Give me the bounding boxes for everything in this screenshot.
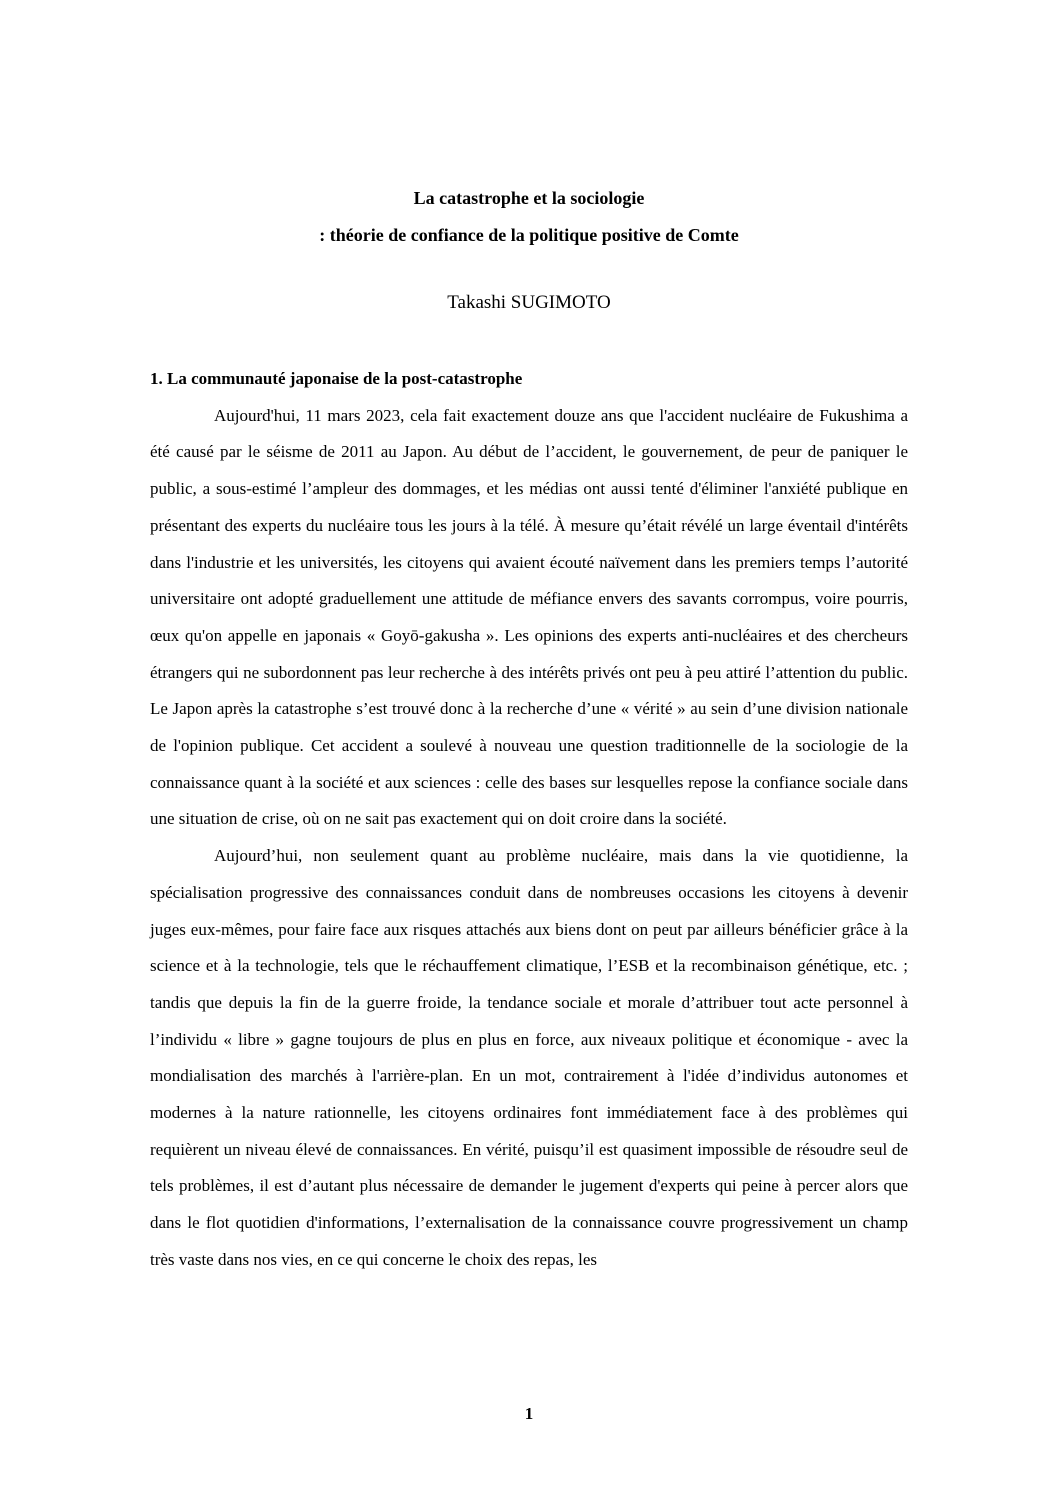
body-text	[150, 359, 908, 1279]
page-number: 1	[524, 1404, 534, 1423]
title-line-1: La catastrophe et la sociologie	[413, 188, 645, 208]
document-title	[0, 180, 1058, 254]
title-line-2: : théorie de confiance de la politique positive de Comte	[319, 225, 739, 245]
author-name: Takashi SUGIMOTO	[447, 292, 611, 313]
paragraph-1: Aujourd'hui, 11 mars 2023, cela fait exactement douze ans que l'accident nucléaire de Fukushima a été causé par le séisme de 2011 au Japon. Au début de l’accident, le gouvernement, de peur de paniquer le public, a sous-estimé l’ampleur des dommages, et les médias ont aussi tenté d'éliminer l'anxiété publique en présentant des experts du nucléaire tous les jours à la télé. À mesure qu’était révélé un large éventail d'intérêts dans l'industrie et les universités, les citoyens qui avaient écouté naïvement dans les premiers temps l’autorité universitaire ont adopté graduellement une attitude de méfiance envers des savants corrompus, voire pourris, œux qu'on appelle en japonais « Goyō-gakusha ». Les opinions des experts anti-nucléaires et des chercheurs étrangers qui ne subordonnent pas leur recherche à des intérêts privés ont peu à peu attiré l’attention du public. Le Japon après la catastrophe s’est trouvé donc à la recherche d’une « vérité » au sein d’une division nationale de l'opinion publique. Cet accident a soulevé à nouveau une question traditionnelle de la sociologie de la connaissance quant à la société et aux sciences : celle des bases sur lesquelles repose la confiance sociale dans une situation de crise, où on ne sait pas exactement qui on doit croire dans la société.	[150, 405, 908, 829]
section-heading: 1. La communauté japonaise de la post-catastrophe	[150, 369, 523, 388]
paragraph-2: Aujourd’hui, non seulement quant au problème nucléaire, mais dans la vie quotidienne, la spécialisation progressive des connaissances conduit dans de nombreuses occasions les citoyens à devenir juges eux-mêmes, pour faire face aux risques attachés aux biens dont on peut par ailleurs bénéficier grâce à la science et à la technologie, tels que le réchauffement climatique, l’ESB et la recombinaison génétique, etc. ; tandis que depuis la fin de la guerre froide, la tendance sociale et morale d’attribuer tout acte personnel à l’individu « libre » gagne toujours de plus en plus en force, aux niveaux politique et économique - avec la mondialisation des marchés à l'arrière-plan. En un mot, contrairement à l'idée d’individus autonomes et modernes à la nature rationnelle, les citoyens ordinaires font immédiatement face à des problèmes qui requièrent un niveau élevé de connaissances. En vérité, puisqu’il est quasiment impossible de résoudre seul de tels problèmes, il est d’autant plus nécessaire de demander le jugement d'experts qui peine à percer alors que dans le flot quotidien d'informations, l’externalisation de la connaissance couvre progressivement un champ très vaste dans nos vies, en ce qui concerne le choix des repas, les	[150, 846, 908, 1269]
